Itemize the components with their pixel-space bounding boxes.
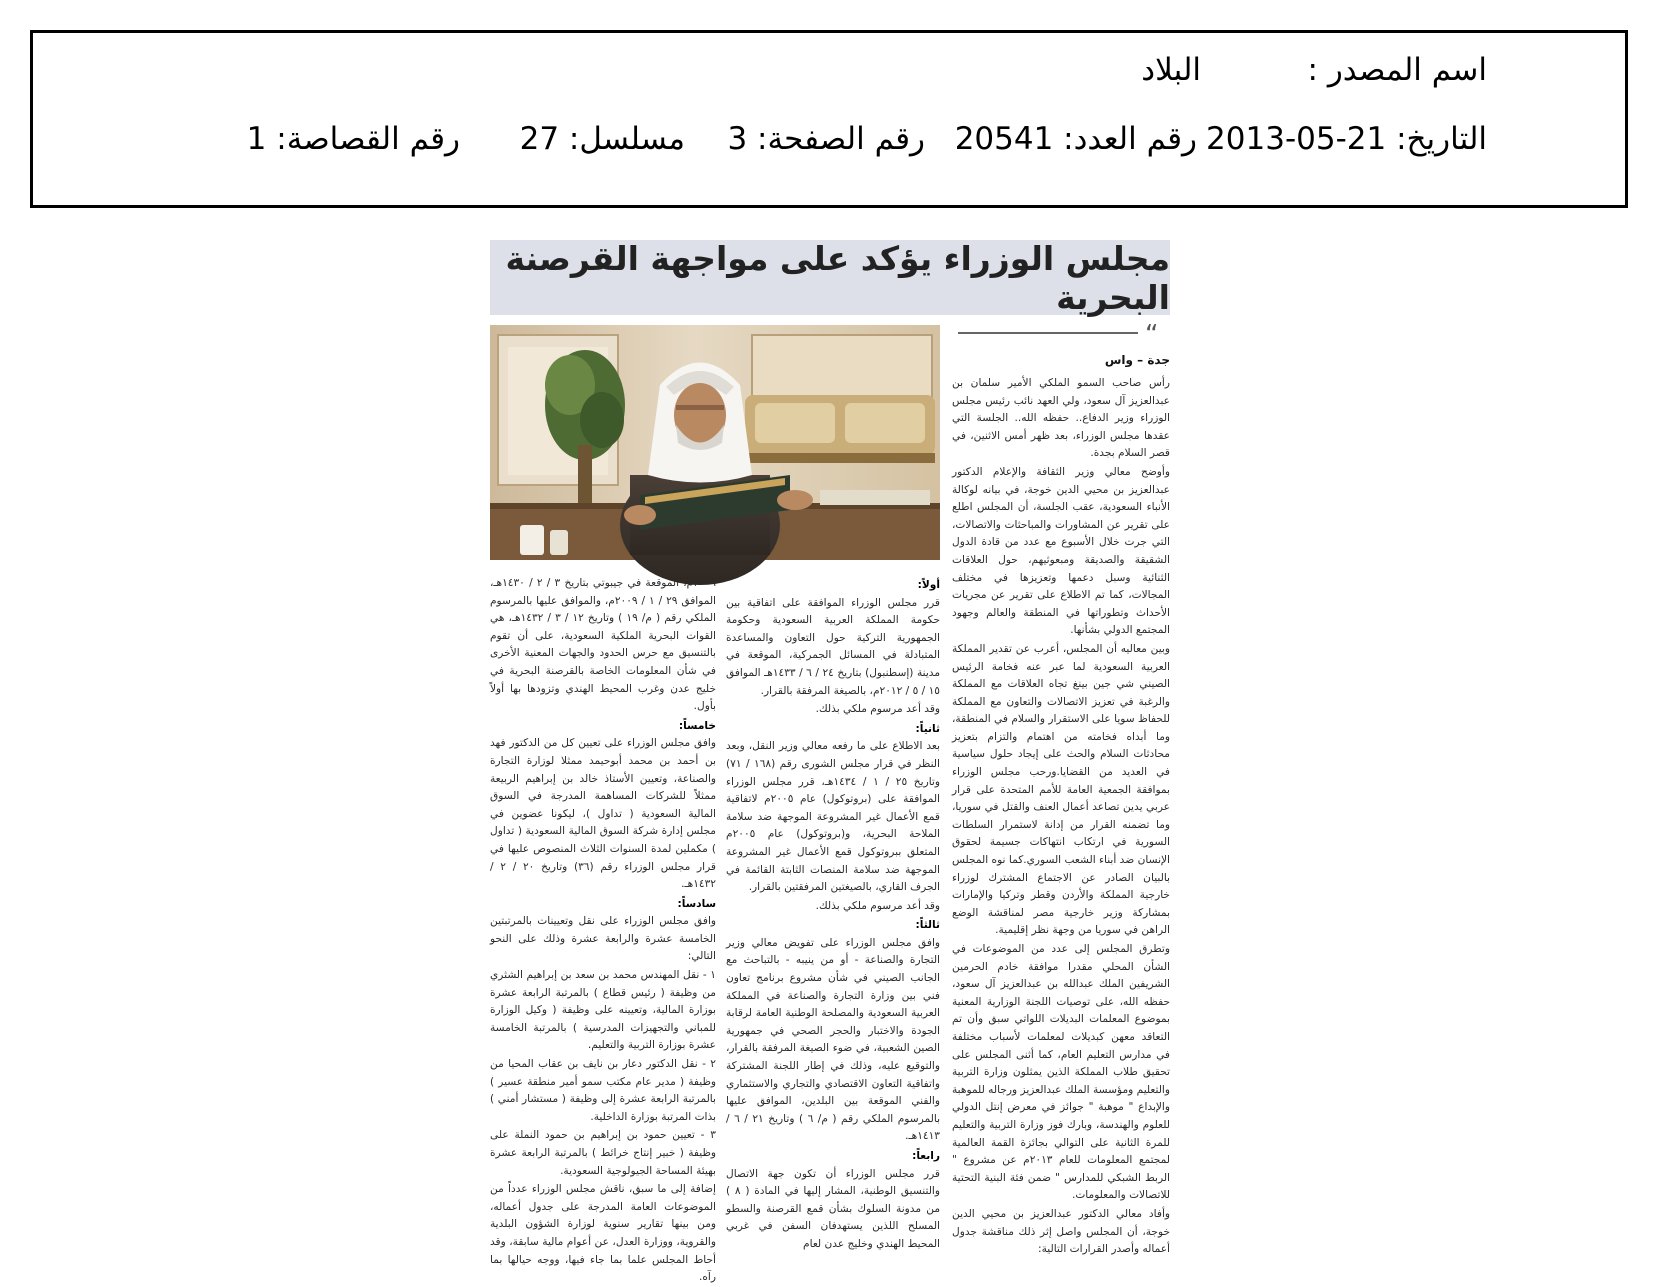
article-column-left: [490, 575, 716, 1284]
issue-number-field: رقم العدد: 20541: [954, 121, 1197, 157]
section-heading: أولاً:: [917, 579, 940, 591]
photo-illustration: [490, 325, 940, 560]
article-photo: [490, 325, 940, 560]
article-paragraph: قرر مجلس الوزراء الموافقة على اتفاقية بين حكومة المملكة العربية السعودية وحكومة الجمهورية التركية حول التعاون والمساعدة المتبادلة في المسائل الجمركية، الموقعة في مدينة (إسطنبول) بتاريخ ٢٤ / ٦ / ١٤٣٣هـ الموافق ١٥ / ٥ / ٢٠١٢م، بالصيغة المرفقة بالقرار.: [726, 596, 941, 697]
date-field: التاريخ: 21-05-2013: [1206, 121, 1487, 157]
clip-number-field: رقم القصاصة: 1: [246, 121, 460, 157]
article-column-middle: [726, 575, 941, 1250]
article-paragraph: وبين معاليه أن المجلس، أعرب عن تقدير المملكة العربية السعودية لما عبر عنه فخامة الرئيس الصيني شي جين بينغ تجاه العلاقات مع المملكة والرغبة في تعزيز الاتصالات والتعاون مع المملكة للحفاظ سويا على الاستقرار والسلام في المنطقة، وما أبداه فخامته من اهتمام والتزام بتعزيز محادثات السلام والحث على إيجاد حلول سياسية في العديد من القضايا.ورحب مجلس الوزراء بموافقة الجمعية العامة للأمم المتحدة على قرار عربي يدين تصاعد أعمال العنف والقتل في سوريا، وما تضمنه القرار من إدانة لاستمرار السلطات السورية في ارتكاب انتهاكات جسيمة لحقوق الإنسان ضد أبناء الشعب السوري.كما نوه المجلس بالبيان الصادر عن الاجتماع المشترك لوزراء خارجية المملكة والأردن وقطر وتركيا والإمارات بمشاركة وزير خارجية مصر لمناقشة الوضع الراهن في سوريا من وجهة نظر إقليمية.: [952, 642, 1170, 937]
section-heading: سادساً:: [677, 897, 716, 910]
article-column-right: [952, 375, 1170, 1256]
article-paragraph: إضافة إلى ما سبق، ناقش مجلس الوزراء عدداً من الموضوعات العامة المدرجة على جدول أعماله، ومن بينها تقارير سنوية لوزارة الشؤون البلدية والقروية، ووزارة العدل، عن أعوام مالية سابقة، وقد أحاط المجلس علما بما جاء فيها، ووجه حيالها بما رآه.: [490, 1183, 716, 1284]
divider-rule: [958, 332, 1138, 334]
article-paragraph: وافق مجلس الوزراء على تفويض معالي وزير التجارة والصناعة - أو من ينيبه - بالتباحث مع الجانب الصيني في شأن مشروع برنامج تعاون فني بين وزارة التجارة والصناعة في المملكة العربية السعودية والمصلحة الوطنية العامة لرقابة الجودة والاختبار والحجر الصحي في جمهورية الصين الشعبية، في ضوء الصيغة المرفقة بالقرار، والتوقيع عليه، وذلك في إطار اللجنة المشتركة واتفاقية التعاون الاقتصادي والتجاري والاستثماري والفني الموقعة بين البلدين، الموافق عليها بالمرسوم الملكي رقم ( م/ ٦ ) وتاريخ ٢١ / ٦ / ١٤١٣هـ.: [726, 936, 941, 1143]
article-paragraph: وأوضح معالي وزير الثقافة والإعلام الدكتور عبدالعزيز بن محيي الدين خوجة، في بيانه لوكالة الأنباء السعودية، عقب الجلسة، أن المجلس اطلع على تقرير عن المشاورات والمباحثات والاتصالات، التي جرت خلال الأسبوع مع عدد من قادة الدول الشقيقة والصديقة ومبعوثيهم، حول العلاقات الثنائية وسبل دعمها وتعزيزها في مختلف المجالات، كما تم الاطلاع على تقرير عن مجريات الأحداث وتطوراتها في المنطقة والعالم وجهود المجتمع الدولي بشأنها.: [952, 465, 1170, 637]
article-paragraph: وقد أعد مرسوم ملكي بذلك.: [815, 899, 940, 912]
article-paragraph: ٢٠٠٩م، الموقعة في جيبوتي بتاريخ ٣ / ٢ / ١٤٣٠هـ، الموافق ٢٩ / ١ / ٢٠٠٩م، والموافق عليها بالمرسوم الملكي رقم ( م/ ١٩ ) وتاريخ ١٢ / ٣ / ١٤٣٢هـ، هي القوات البحرية الملكية السعودية، على أن تقوم بالتنسيق مع حرس الحدود والجهات المعنية الأخرى في شأن المعلومات الخاصة بالقرصنة البحرية في خليج عدن وغرب المحيط الهندي وتزودها بها أولاً بأول.: [490, 577, 716, 713]
article-dateline: جدة – واس: [1104, 353, 1170, 367]
page-number-field: رقم الصفحة: 3: [727, 121, 925, 157]
article-paragraph: ٢ - نقل الدكتور دعار بن نايف بن عقاب المحيا من وظيفة ( مدير عام مكتب سمو أمير منطقة عسير ) بالمرتبة الرابعة عشرة إلى وظيفة ( مستشار أمني ) بذات المرتبة بوزارة الداخلية.: [490, 1058, 716, 1123]
article-paragraph: ٣ - تعيين حمود بن إبراهيم بن حمود النملة على وظيفة ( خبير إنتاج خرائط ) بالمرتبة الرابعة عشرة بهيئة المساحة الجيولوجية السعودية.: [490, 1129, 716, 1177]
article-paragraph: وأفاد معالي الدكتور عبدالعزيز بن محيي الدين خوجة، أن المجلس واصل إثر ذلك مناقشة جدول أعماله وأصدر القرارات التالية:: [952, 1207, 1170, 1256]
section-heading: رابعاً:: [912, 1150, 940, 1162]
article-paragraph: وافق مجلس الوزراء على تعيين كل من الدكتور فهد بن أحمد بن محمد أبوحيمد ممثلا لوزارة التجارة والصناعة، وتعيين الأستاذ خالد بن إبراهيم الربيعة ممثلاً للشركات المساهمة المدرجة في السوق المالية السعودية ( تداول )، ليكونا عضوين في مجلس إدارة شركة السوق المالية السعودية ( تداول ) مكملين لمدة السنوات الثلاث المنصوص عليها في قرار مجلس الوزراء رقم (٣٦) وتاريخ ٢٠ / ٢ / ١٤٣٢هـ.: [490, 737, 716, 891]
article-paragraph: بعد الاطلاع على ما رفعه معالي وزير النقل، وبعد النظر في قرار مجلس الشورى رقم (١٦٨ / ٧١) وتاريخ ٢٥ / ١ / ١٤٣٤هـ، قرر مجلس الوزراء الموافقة على (بروتوكول) عام ٢٠٠٥م لاتفاقية قمع الأعمال غير المشروعة الموجهة ضد سلامة الملاحة البحرية، و(بروتوكول) عام ٢٠٠٥م المتعلق ببروتوكول قمع الأعمال غير المشروعة الموجهة ضد سلامة المنصات الثابتة القائمة في الجرف القاري، بالصيغتين المرفقتين بالقرار.: [726, 740, 940, 894]
newspaper-clipping: [490, 238, 1170, 1284]
source-value: البلاد: [1141, 52, 1201, 88]
article-paragraph: قرر مجلس الوزراء أن تكون جهة الاتصال والتنسيق الوطنية، المشار إليها في المادة ( ٨ ) من مدونة السلوك بشأن قمع القرصنة والسطو المسلح اللذين يستهدفان السفن في غربي المحيط الهندي وخليج عدن لعام: [726, 1167, 940, 1250]
article-headline: مجلس الوزراء يؤكد على مواجهة القرصنة البحرية: [505, 238, 1170, 317]
section-heading: ثالثاً:: [915, 919, 940, 932]
quote-mark-icon: “: [1145, 320, 1159, 350]
source-label: اسم المصدر :: [1307, 52, 1487, 88]
headline-bar: [490, 240, 1170, 315]
article-paragraph: ١ - نقل المهندس محمد بن سعد بن إبراهيم الشثري من وظيفة ( رئيس قطاع ) بالمرتبة الرابعة عشرة بوزارة المالية، وتعيينه على وظيفة ( وكيل الوزارة للمباني والتجهيزات المدرسية ) بالمرتبة الخامسة عشرة بوزارة التربية والتعليم.: [490, 969, 716, 1052]
serial-field: مسلسل: 27: [519, 121, 685, 157]
article-paragraph: وافق مجلس الوزراء على نقل وتعيينات بالمرتبتين الخامسة عشرة والرابعة عشرة وذلك على النحو التالي:: [490, 915, 716, 963]
article-paragraph: وقد أعد مرسوم ملكي بذلك.: [815, 703, 940, 716]
article-paragraph: وتطرق المجلس إلى عدد من الموضوعات في الشأن المحلي مقدرا موافقة خادم الحرمين الشريفين الملك عبدالله بن عبدالعزيز آل سعود، حفظه الله، على توصيات اللجنة الوزارية المعنية بموضوع المعلمات البديلات اللواتي سبق وأن تم التعاقد معهن كبديلات لمعلمات لأسباب مختلفة في مدارس التعليم العام، كما أثنى المجلس على تحقيق طلاب المملكة الذين يمثلون وزارة التربية والتعليم ومؤسسة الملك عبدالعزيز ورجاله للموهبة والإبداع " موهبة " جوائز في معرض إنتل الدولي للعلوم والهندسة، وبارك فوز وزارة التربية والتعليم للمرة الثانية على التوالي بجائزة القمة العالمية لمجتمع المعلومات للعام ٢٠١٣م عن مشروع " الربط الشبكي للمدارس " ضمن فئة البنية التحتية للاتصالات والمعلومات.: [952, 943, 1170, 1202]
section-heading: ثانياً:: [915, 722, 940, 735]
article-paragraph: رأس صاحب السمو الملكي الأمير سلمان بن عبدالعزيز آل سعود، ولي العهد نائب رئيس مجلس الوزراء وزير الدفاع.. حفظه الله.. الجلسة التي عقدها مجلس الوزراء، بعد ظهر أمس الاثنين، في قصر السلام بجدة.: [952, 377, 1170, 460]
section-heading: خامساً:: [678, 719, 716, 732]
clipping-metadata-box: [30, 30, 1628, 208]
